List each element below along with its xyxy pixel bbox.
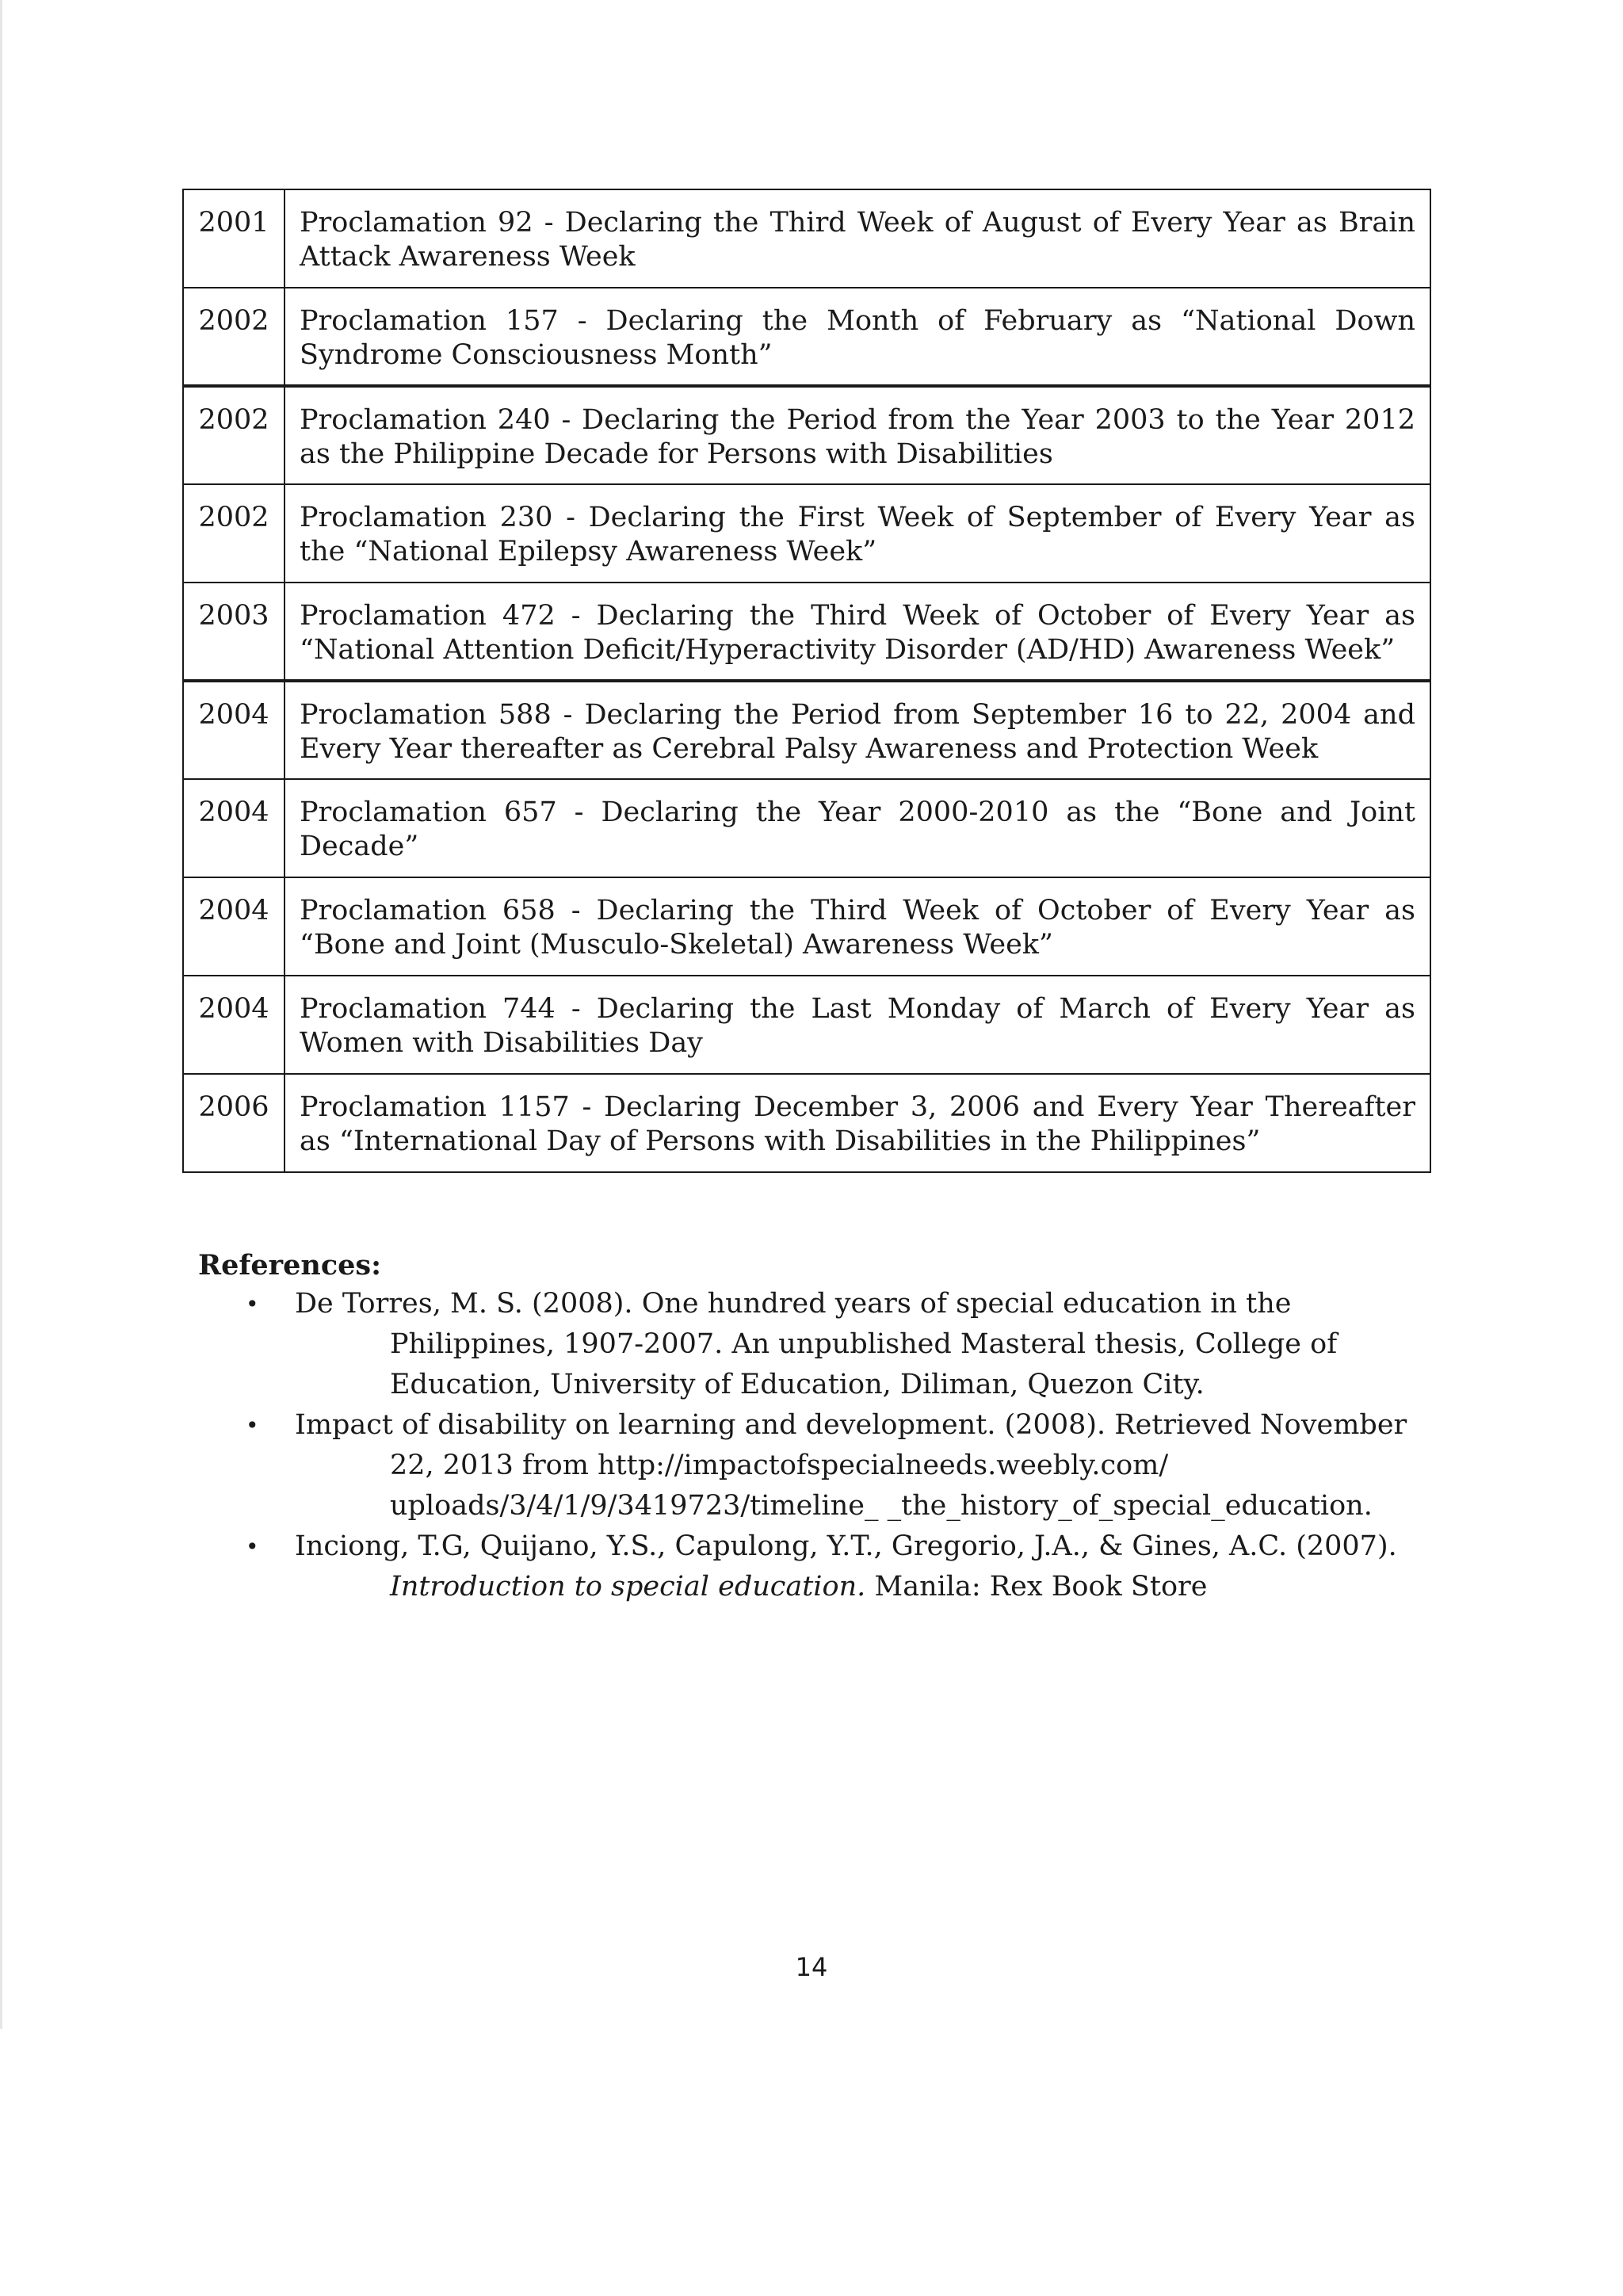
references-section	[198, 1247, 1450, 1607]
publisher-text: Manila: Rex Book Store	[865, 1571, 1208, 1603]
proclamation-cell: Proclamation 157 - Declaring the Month of February as “National Down Syndrome Consciousness Month”	[285, 288, 1430, 386]
table-row	[183, 877, 1430, 976]
table-row	[183, 1074, 1430, 1172]
table-row	[183, 386, 1430, 484]
year-cell: 2002	[183, 288, 285, 386]
references-heading: References:	[198, 1249, 382, 1282]
year-cell: 2006	[183, 1074, 285, 1172]
bullet-icon: •	[246, 1534, 259, 1560]
references-list	[198, 1284, 1450, 1607]
table-row	[183, 681, 1430, 779]
proclamation-cell: Proclamation 92 - Declaring the Third Week of August of Every Year as Brain Attack Awareness Week	[285, 189, 1430, 288]
list-item	[198, 1405, 1450, 1526]
year-cell: 2002	[183, 484, 285, 583]
reference-line: Impact of disability on learning and development. (2008). Retrieved November	[295, 1409, 1407, 1441]
year-cell: 2003	[183, 583, 285, 681]
proclamation-timeline-table	[182, 189, 1431, 1173]
proclamation-cell: Proclamation 744 - Declaring the Last Monday of March of Every Year as Women with Disabilities Day	[285, 976, 1430, 1074]
proclamation-cell: Proclamation 230 - Declaring the First Week of September of Every Year as the “National Epilepsy Awareness Week”	[285, 484, 1430, 583]
bullet-icon: •	[246, 1412, 259, 1438]
page-number: 14	[795, 1952, 828, 1982]
reference-line: De Torres, M. S. (2008). One hundred years of special education in the	[295, 1288, 1292, 1320]
year-cell: 2001	[183, 189, 285, 288]
table-row	[183, 288, 1430, 386]
proclamation-cell: Proclamation 472 - Declaring the Third Week of October of Every Year as “National Attention Deficit/Hyperactivity Disorder (AD/HD) Awareness Week”	[285, 583, 1430, 681]
year-cell: 2004	[183, 779, 285, 877]
reference-line: 22, 2013 from http://impactofspecialneeds.weebly.com/	[390, 1450, 1169, 1481]
proclamation-cell: Proclamation 1157 - Declaring December 3, 2006 and Every Year Thereafter as “International Day of Persons with Disabilities in the Philippines”	[285, 1074, 1430, 1172]
reference-line: Philippines, 1907-2007. An unpublished Masteral thesis, College of	[390, 1328, 1338, 1360]
bullet-icon: •	[246, 1291, 259, 1317]
list-item	[198, 1284, 1450, 1405]
reference-line: Inciong, T.G, Quijano, Y.S., Capulong, Y.T., Gregorio, J.A., & Gines, A.C. (2007).	[295, 1530, 1397, 1562]
list-item	[198, 1526, 1450, 1607]
table-row	[183, 189, 1430, 288]
reference-line: Education, University of Education, Diliman, Quezon City.	[390, 1369, 1205, 1400]
proclamation-cell: Proclamation 657 - Declaring the Year 2000-2010 as the “Bone and Joint Decade”	[285, 779, 1430, 877]
year-cell: 2002	[183, 386, 285, 484]
table-row	[183, 779, 1430, 877]
reference-line: uploads/3/4/1/9/3419723/timeline_ _the_history_of_special_education.	[390, 1490, 1373, 1522]
proclamation-cell: Proclamation 658 - Declaring the Third Week of October of Every Year as “Bone and Joint (Musculo-Skeletal) Awareness Week”	[285, 877, 1430, 976]
proclamation-cell: Proclamation 240 - Declaring the Period from the Year 2003 to the Year 2012 as the Philippine Decade for Persons with Disabilities	[285, 386, 1430, 484]
proclamation-cell: Proclamation 588 - Declaring the Period from September 16 to 22, 2004 and Every Year thereafter as Cerebral Palsy Awareness and Protection Week	[285, 681, 1430, 779]
year-cell: 2004	[183, 976, 285, 1074]
year-cell: 2004	[183, 877, 285, 976]
table-row	[183, 976, 1430, 1074]
reference-line	[295, 1567, 1450, 1607]
table-row	[183, 583, 1430, 681]
book-title: Introduction to special education.	[390, 1571, 866, 1603]
table-row	[183, 484, 1430, 583]
year-cell: 2004	[183, 681, 285, 779]
page-edge	[0, 0, 2, 2029]
